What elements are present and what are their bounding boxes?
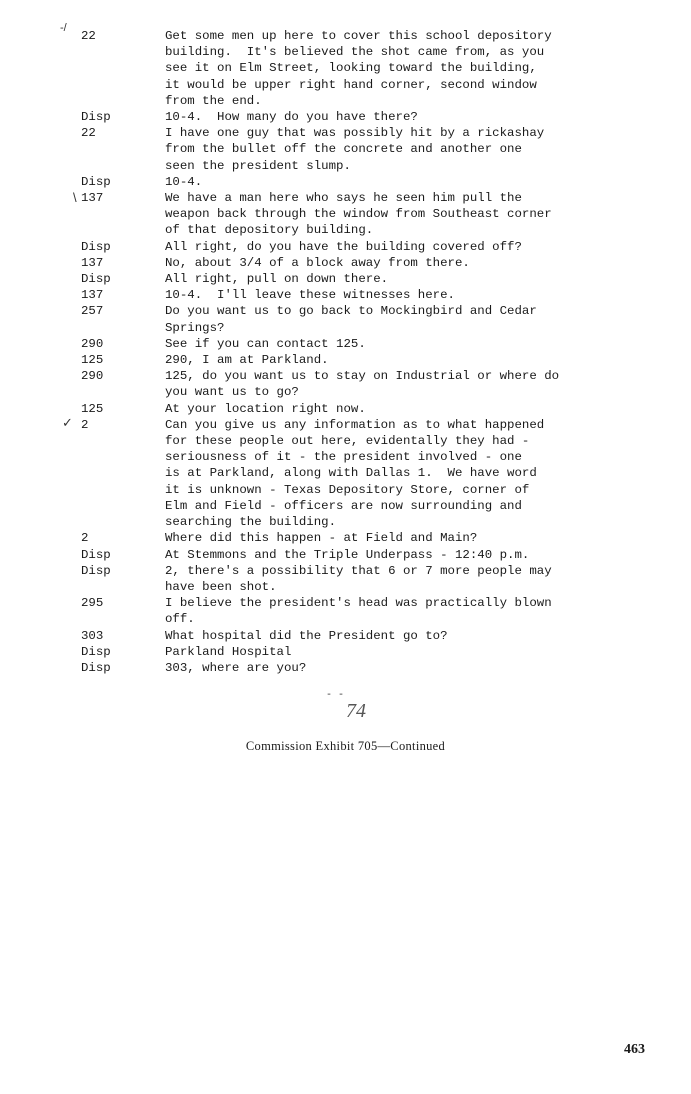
speaker-label: 125: [81, 353, 104, 368]
speaker-label: 22: [81, 126, 96, 141]
transcript-line: building. It's believed the shot came from, as you: [165, 45, 545, 60]
transcript-line: I have one guy that was possibly hit by a rickashay: [165, 126, 545, 141]
transcript-entry: [0, 595, 691, 627]
transcript-line: is at Parkland, along with Dallas 1. We have word: [165, 466, 537, 481]
transcript-line: 303, where are you?: [165, 660, 307, 675]
transcript-entry: [0, 174, 691, 190]
transcript-entry: [0, 660, 691, 676]
speaker-label: 2: [81, 531, 89, 546]
transcript-line: At your location right now.: [165, 401, 366, 416]
speaker-label: 22: [81, 29, 96, 43]
transcript-entry: [0, 125, 691, 174]
transcript-line: Get some men up here to cover this school depository: [165, 29, 552, 43]
transcript-line: it would be upper right hand corner, second window: [165, 77, 537, 92]
transcript-entry: [0, 303, 691, 335]
margin-check-mark: ✓: [62, 415, 73, 430]
transcript-line: 2, there's a possibility that 6 or 7 more people may: [165, 563, 552, 578]
transcript-entry: [0, 28, 691, 109]
speaker-label: Disp: [81, 563, 111, 578]
page-mark-dash: - -: [326, 690, 345, 701]
transcript-line: it is unknown - Texas Depository Store, corner of: [165, 482, 530, 497]
transcript-entry: [0, 563, 691, 595]
transcript-line: Can you give us any information as to what happened: [165, 417, 545, 432]
transcript-line: seen the president slump.: [165, 158, 351, 173]
transcript-line: 290, I am at Parkland.: [165, 353, 329, 368]
transcript-entry: [0, 271, 691, 287]
transcript-entry: [0, 530, 691, 546]
transcript-entry: [0, 255, 691, 271]
transcript-line: Do you want us to go back to Mockingbird and Cedar: [165, 304, 537, 319]
transcript-line: At Stemmons and the Triple Underpass - 12:40 p.m.: [165, 547, 530, 562]
speaker-label: 2: [81, 417, 89, 432]
transcript-line: you want us to go?: [165, 385, 299, 400]
transcript-line: Where did this happen - at Field and Main?: [165, 531, 478, 546]
transcript-line: What hospital did the President go to?: [165, 628, 448, 643]
transcript-line: searching the building.: [165, 515, 337, 530]
transcript-line: seriousness of it - the president involved - one: [165, 450, 522, 465]
transcript-line: from the end.: [165, 93, 262, 108]
transcript-line: from the bullet off the concrete and another one: [165, 142, 522, 157]
transcript-line: of that depository building.: [165, 223, 374, 238]
page-mark: 74: [346, 700, 366, 722]
transcript-line: have been shot.: [165, 579, 277, 594]
transcript-entry: [0, 644, 691, 660]
speaker-label: 257: [81, 304, 104, 319]
transcript-entry: [0, 336, 691, 352]
speaker-label: Disp: [81, 110, 111, 125]
speaker-label: 290: [81, 369, 104, 384]
transcript-line: 10-4. How many do you have there?: [165, 110, 418, 125]
transcript-line: Elm and Field - officers are now surrounding and: [165, 498, 522, 513]
transcript-entry: [0, 109, 691, 125]
margin-check-mark: \: [73, 190, 77, 205]
margin-tick-mark: ‑/: [60, 22, 67, 34]
transcript-line: All right, pull on down there.: [165, 272, 389, 287]
transcript-line: 10-4.: [165, 174, 203, 189]
speaker-label: Disp: [81, 660, 111, 675]
transcript-line: See if you can contact 125.: [165, 336, 366, 351]
transcript-line: Springs?: [165, 320, 225, 335]
transcript: [0, 28, 691, 676]
transcript-entry: [0, 190, 691, 239]
speaker-label: 303: [81, 628, 104, 643]
speaker-label: 137: [81, 288, 104, 303]
speaker-label: Disp: [81, 174, 111, 189]
speaker-label: Disp: [81, 644, 111, 659]
speaker-label: Disp: [81, 272, 111, 287]
transcript-line: for these people out here, evidentally they had -: [165, 434, 530, 449]
transcript-entry: [0, 239, 691, 255]
transcript-line: see it on Elm Street, looking toward the building,: [165, 61, 537, 76]
transcript-line: 125, do you want us to stay on Industrial or where do: [165, 369, 560, 384]
speaker-label: 290: [81, 336, 104, 351]
transcript-line: 10-4. I'll leave these witnesses here.: [165, 288, 455, 303]
page-number: 463: [624, 1042, 645, 1057]
transcript-entry: [0, 547, 691, 563]
transcript-line: I believe the president's head was practically blown: [165, 596, 552, 611]
transcript-line: We have a man here who says he seen him pull the: [165, 191, 522, 206]
transcript-entry: [0, 417, 691, 530]
transcript-entry: [0, 401, 691, 417]
transcript-line: All right, do you have the building covered off?: [165, 239, 522, 254]
speaker-label: 125: [81, 401, 104, 416]
transcript-line: No, about 3/4 of a block away from there.: [165, 255, 470, 270]
transcript-entry: [0, 368, 691, 400]
speaker-label: Disp: [81, 547, 111, 562]
speaker-label: 137: [81, 255, 104, 270]
speaker-label: 137: [81, 191, 104, 206]
transcript-line: off.: [165, 612, 195, 627]
exhibit-caption: Commission Exhibit 705—Continued: [245, 739, 446, 753]
speaker-label: Disp: [81, 239, 111, 254]
transcript-line: Parkland Hospital: [165, 644, 292, 659]
transcript-line: weapon back through the window from Southeast corner: [165, 207, 552, 222]
speaker-label: 295: [81, 596, 104, 611]
transcript-entry: [0, 628, 691, 644]
transcript-entry: [0, 352, 691, 368]
transcript-entry: [0, 287, 691, 303]
